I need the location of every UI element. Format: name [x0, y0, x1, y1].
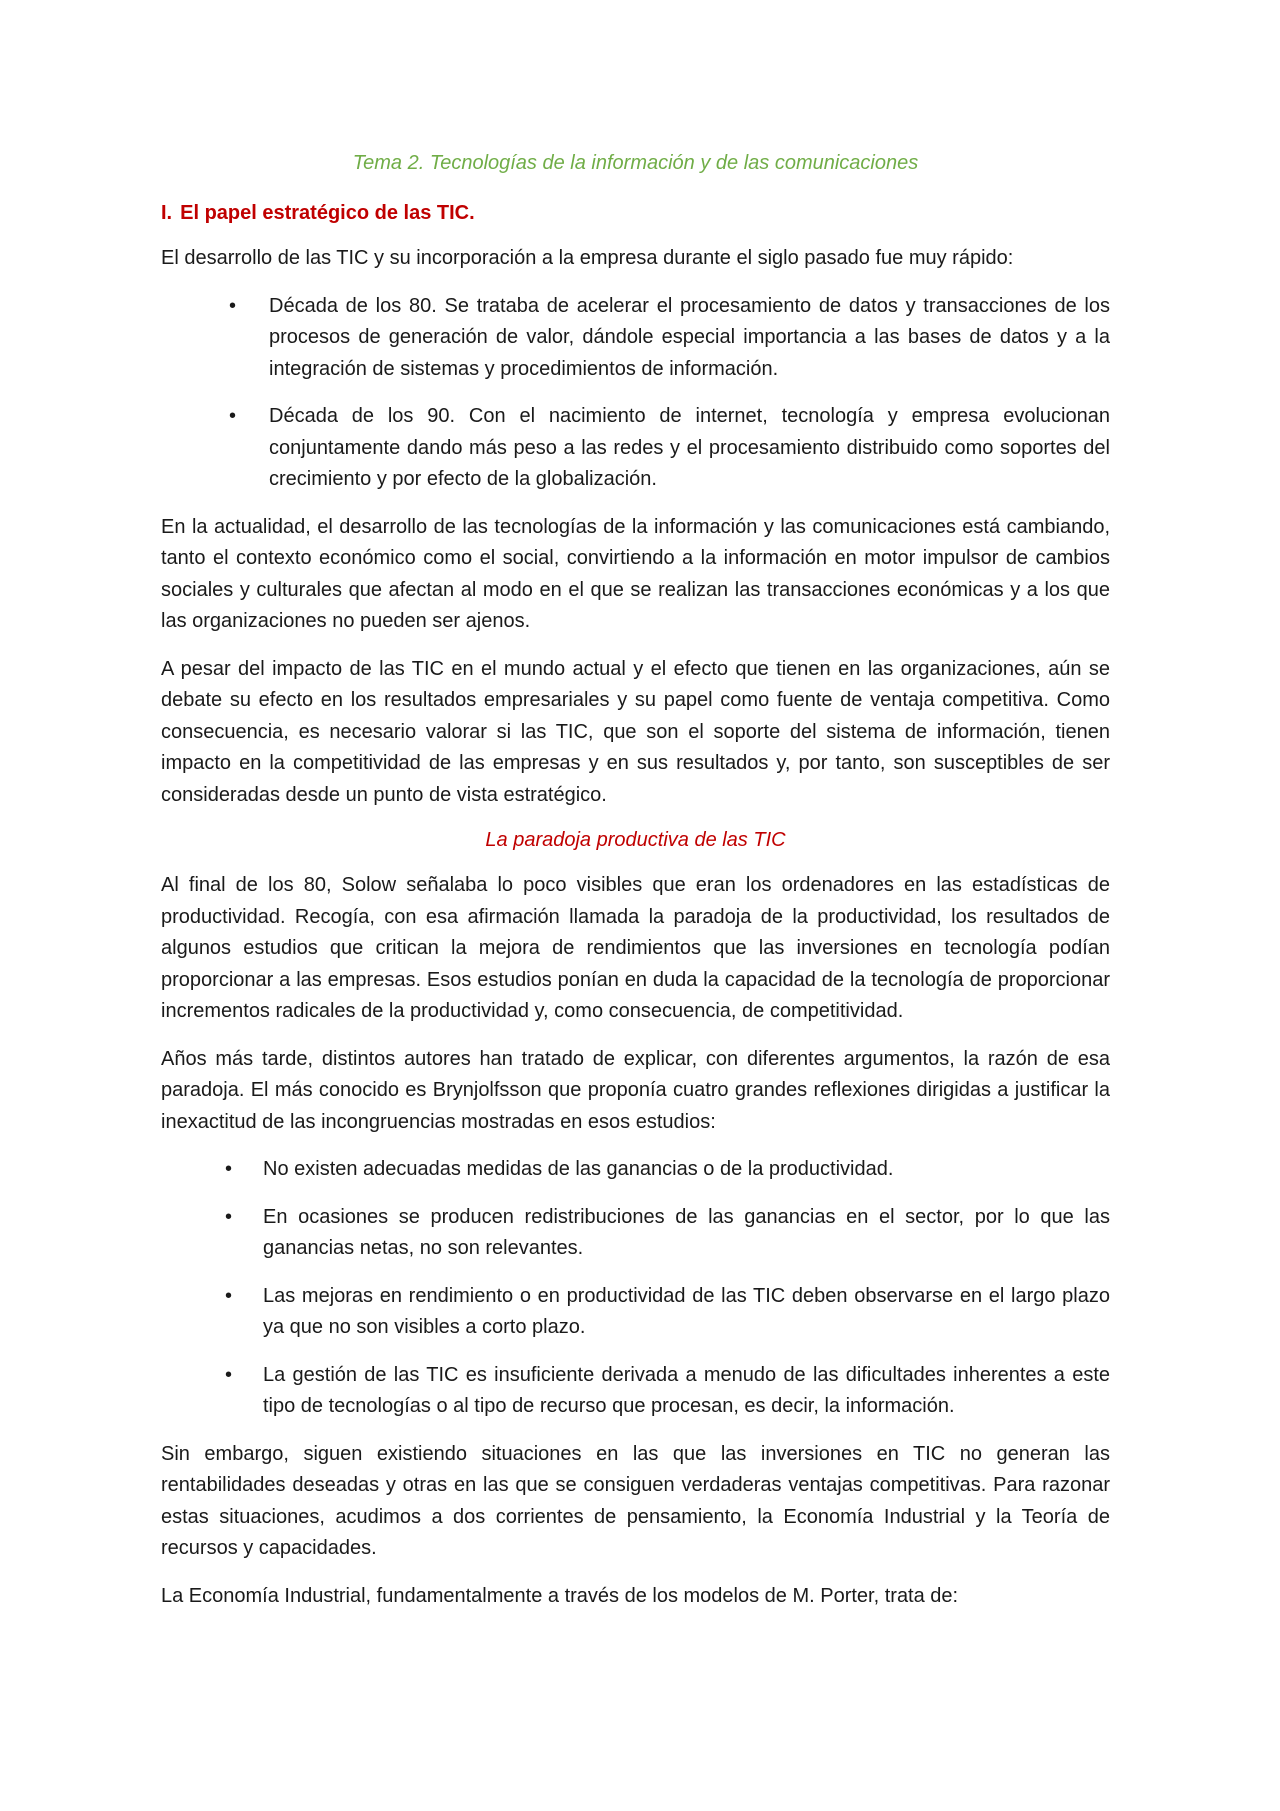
subsection-title: La paradoja productiva de las TIC: [485, 829, 786, 851]
bullet-icon: •: [229, 405, 237, 427]
list-item: [161, 1202, 1110, 1265]
bullet-icon: •: [225, 1158, 233, 1180]
list-item-text: Las mejoras en rendimiento o en productividad de las TIC deben observarse en el largo plazo ya que no son visibles a corto plazo.: [263, 1284, 1110, 1338]
list-item: [161, 401, 1110, 496]
paragraph-brynjolfsson: Años más tarde, distintos autores han tratado de explicar, con diferentes argumentos, la razón de esa paradoja. El más conocido es Brynjolfsson que proponía cuatro grandes reflexiones dirigidas a justificar la inexactitud de las incongruencias mostradas en esos estudios:: [161, 1047, 1110, 1133]
section-heading-text: El papel estratégico de las TIC.: [180, 202, 475, 224]
section-number: I.: [161, 202, 173, 224]
list-item-text: No existen adecuadas medidas de las ganancias o de la productividad.: [263, 1158, 894, 1180]
reflections-list: [161, 1154, 1110, 1423]
section-heading: [161, 200, 1110, 226]
bullet-icon: •: [225, 1284, 233, 1307]
list-item: [161, 291, 1110, 386]
paragraph-intro: El desarrollo de las TIC y su incorporación a la empresa durante el siglo pasado fue muy rápido:: [161, 247, 1014, 269]
paragraph-economia-industrial: La Economía Industrial, fundamentalmente a través de los modelos de M. Porter, trata de:: [161, 1584, 959, 1607]
list-item: [161, 1281, 1110, 1344]
list-item-text: La gestión de las TIC es insuficiente derivada a menudo de las dificultades inherentes a este tipo de tecnologías o al tipo de recurso que procesan, es decir, la información.: [263, 1363, 1110, 1417]
list-item-text: En ocasiones se producen redistribuciones de las ganancias en el sector, por lo que las ganancias netas, no son relevantes.: [263, 1205, 1110, 1259]
paragraph-sin-embargo: Sin embargo, siguen existiendo situaciones en las que las inversiones en TIC no generan las rentabilidades deseadas y otras en las que se consiguen verdaderas ventajas competitivas. Para razonar estas situaciones, acudimos a dos corrientes de pensamiento, la Economía Industrial y la Teoría de recursos y capacidades.: [161, 1442, 1110, 1559]
list-item-text: Década de los 90. Con el nacimiento de internet, tecnología y empresa evolucionan conjuntamente dando más peso a las redes y el procesamiento distribuido como soportes del crecimiento y por efecto de la globalización.: [269, 405, 1110, 490]
list-item: [161, 1360, 1110, 1423]
paragraph-impacto: A pesar del impacto de las TIC en el mundo actual y el efecto que tienen en las organizaciones, aún se debate su efecto en los resultados empresariales y su papel como fuente de ventaja competitiva. Como consecuencia, es necesario valorar si las TIC, que son el soporte del sistema de información, tienen impacto en la competitividad de las empresas y en sus resultados y, por tanto, son susceptibles de ser consideradas desde un punto de vista estratégico.: [161, 657, 1110, 806]
document-title: Tema 2. Tecnologías de la información y de las comunicaciones: [352, 152, 919, 174]
paragraph-solow: Al final de los 80, Solow señalaba lo poco visibles que eran los ordenadores en las estadísticas de productividad. Recogía, con esa afirmación llamada la paradoja de la productividad, los resultados de algunos estudios que critican la mejora de rendimientos que las inversiones en tecnología podían proporcionar a las empresas. Esos estudios ponían en duda la capacidad de la tecnología de proporcionar incrementos radicales de la productividad y, como consecuencia, de competitividad.: [161, 874, 1110, 1022]
list-item: [161, 1154, 1110, 1186]
list-item-text: Década de los 80. Se trataba de acelerar el procesamiento de datos y transacciones de los procesos de generación de valor, dándole especial importancia a las bases de datos y a la integración de sistemas y procedimientos de información.: [269, 294, 1110, 380]
bullet-icon: •: [225, 1363, 233, 1386]
decades-list: [161, 291, 1110, 496]
bullet-icon: •: [229, 294, 237, 317]
paragraph-actualidad: En la actualidad, el desarrollo de las tecnologías de la información y las comunicaciones está cambiando, tanto el contexto económico como el social, convirtiendo a la información en motor impulsor de cambios sociales y culturales que afectan al modo en el que se realizan las transacciones económicas y a los que las organizaciones no pueden ser ajenos.: [161, 515, 1110, 632]
bullet-icon: •: [225, 1205, 233, 1228]
